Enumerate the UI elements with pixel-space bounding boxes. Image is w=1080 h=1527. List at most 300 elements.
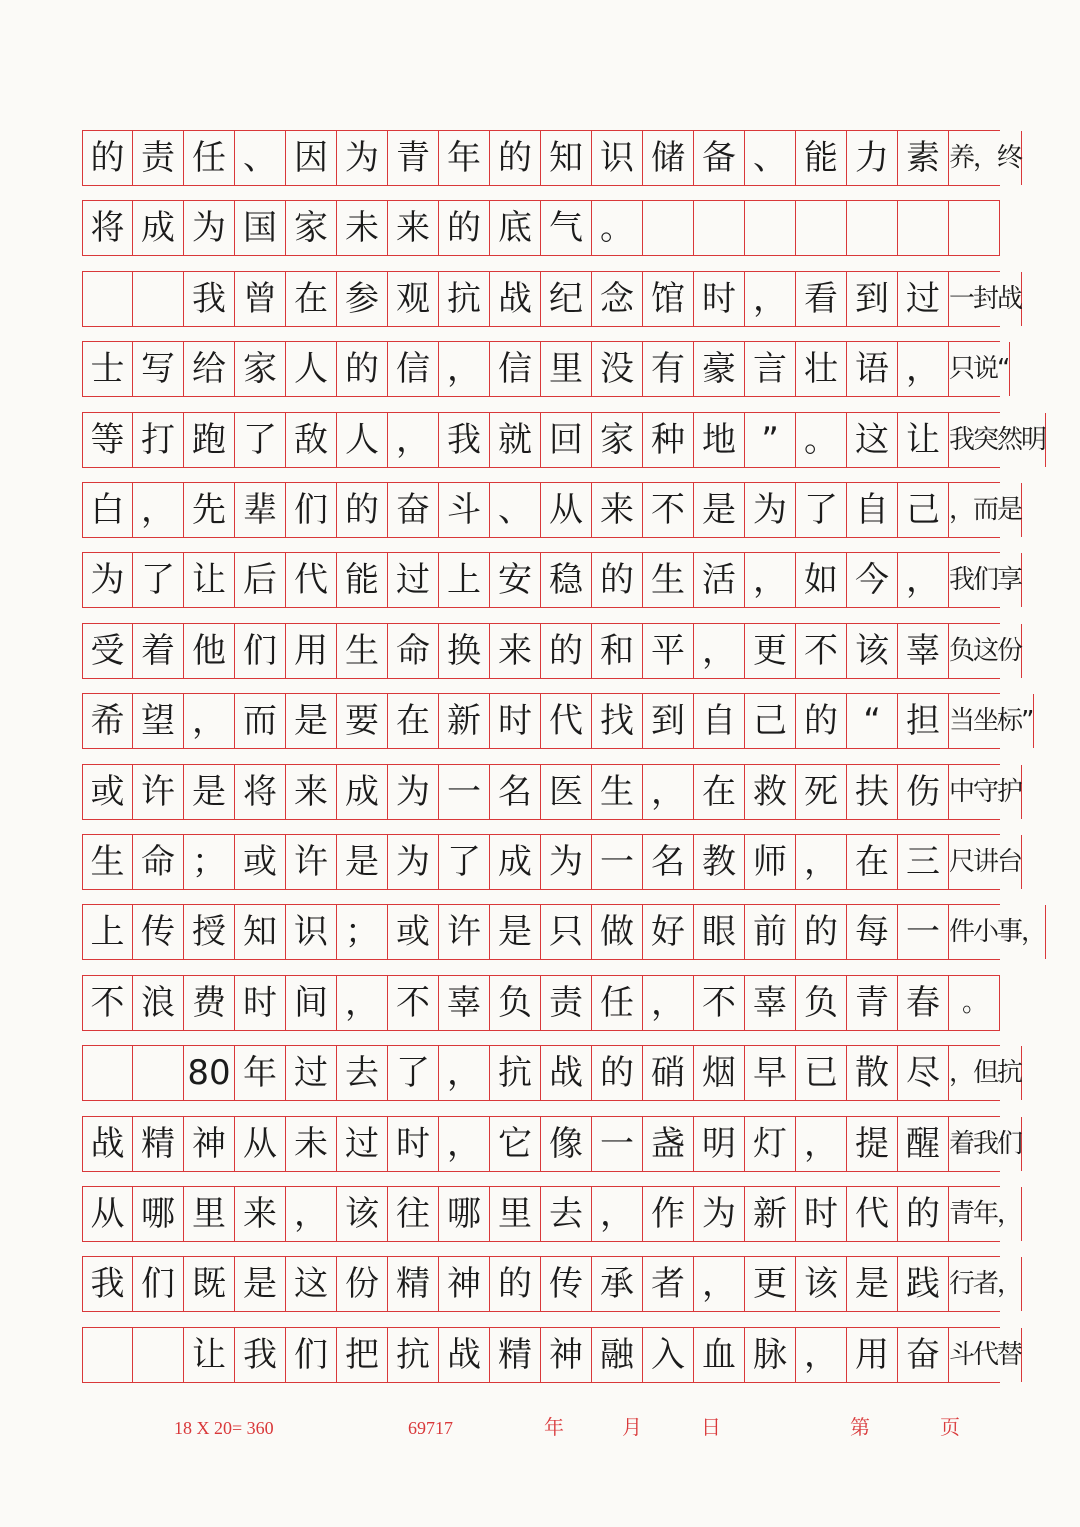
grid-cell: 在 [286, 272, 337, 326]
grid-cell: 辈 [235, 483, 286, 537]
grid-cell: 我 [82, 1257, 133, 1311]
grid-char: 代 [973, 1339, 998, 1370]
grid-cell: 己 [745, 694, 796, 748]
grid-cell: 硝 [643, 1046, 694, 1100]
grid-char: ， [997, 1269, 1022, 1300]
grid-char: 我 [949, 565, 974, 596]
grid-cell: 了 [796, 483, 847, 537]
grid-cell: 里 [541, 342, 592, 396]
grid-row [82, 975, 1000, 1031]
grid-cell: 该 [847, 624, 898, 678]
grid-cell [949, 131, 1022, 185]
grid-char: 青 [949, 1199, 974, 1229]
grid-cell: 的 [796, 905, 847, 959]
grid-cell: 时 [796, 1187, 847, 1241]
grid-cell: 们 [235, 624, 286, 678]
grid-cell: 年 [235, 1046, 286, 1100]
grid-cell: 不 [643, 483, 694, 537]
grid-cell: 己 [898, 483, 949, 537]
year-label: 年 [544, 1417, 564, 1439]
grid-cell: 成 [337, 765, 388, 819]
grid-cell: 、 [490, 483, 541, 537]
grid-cell: 要 [337, 694, 388, 748]
grid-char: 抗 [997, 1058, 1022, 1089]
grid-char: 一 [949, 283, 974, 314]
grid-row [82, 200, 1000, 256]
grid-cell [949, 342, 1010, 396]
grid-cell [949, 1257, 1022, 1311]
grid-cell: 人 [286, 342, 337, 396]
grid-cell: ； [184, 835, 235, 889]
grid-cell: 到 [847, 272, 898, 326]
grid-cell: 而 [235, 694, 286, 748]
grid-cell: 代 [541, 694, 592, 748]
grid-cell: 看 [796, 272, 847, 326]
grid-cell: 信 [388, 342, 439, 396]
grid-cell: 眼 [694, 905, 745, 959]
grid-row [82, 693, 1033, 749]
grid-cell: 的 [82, 131, 133, 185]
grid-cell: 奋 [388, 483, 439, 537]
grid-cell: 如 [796, 553, 847, 607]
grid-char: 年 [973, 1199, 998, 1229]
grid-cell: 不 [388, 976, 439, 1030]
grid-char: 当 [949, 706, 974, 737]
grid-cell: ， [694, 1257, 745, 1311]
grid-cell: 费 [184, 976, 235, 1030]
grid-cell: 把 [337, 1328, 388, 1382]
grid-cell: 士 [82, 342, 133, 396]
grid-cell: 斗 [439, 483, 490, 537]
grid-cell: 知 [541, 131, 592, 185]
grid-cell: 生 [337, 624, 388, 678]
grid-cell: 代 [286, 553, 337, 607]
grid-row [82, 1327, 1022, 1383]
grid-cell: 的 [439, 201, 490, 255]
grid-cell: 或 [388, 905, 439, 959]
grid-cell [82, 1046, 133, 1100]
grid-cell: “ [847, 694, 898, 748]
grid-cell: 生 [643, 553, 694, 607]
grid-char: 守 [973, 776, 998, 807]
grid-cell: 名 [643, 835, 694, 889]
grid-row [82, 130, 1022, 186]
grid-cell: 参 [337, 272, 388, 326]
grid-cell: 生 [82, 835, 133, 889]
grid-cell: 时 [388, 1117, 439, 1171]
grid-cell: 一 [439, 765, 490, 819]
grid-cell: 、 [235, 131, 286, 185]
grid-cell: ； [337, 905, 388, 959]
grid-cell [694, 201, 745, 255]
grid-row [82, 764, 1022, 820]
grid-cell: 纪 [541, 272, 592, 326]
grid-cell: 曾 [235, 272, 286, 326]
grid-row [82, 834, 1022, 890]
grid-cell [745, 201, 796, 255]
grid-cell: 为 [745, 483, 796, 537]
grid-char: 们 [997, 1128, 1022, 1159]
grid-cell: 更 [745, 624, 796, 678]
grid-cell: 这 [847, 413, 898, 467]
grid-cell: 只 [541, 905, 592, 959]
grid-cell: ， [439, 1046, 490, 1100]
grid-cell: 壮 [796, 342, 847, 396]
grid-cell: 负 [490, 976, 541, 1030]
grid-cell: 底 [490, 201, 541, 255]
grid-cell: 许 [133, 765, 184, 819]
grid-cell: 80 [184, 1046, 235, 1100]
grid-cell: 任 [592, 976, 643, 1030]
grid-cell: ， [133, 483, 184, 537]
grid-cell: 哪 [439, 1187, 490, 1241]
grid-cell: 和 [592, 624, 643, 678]
grid-row [82, 341, 1009, 397]
grid-cell: 明 [694, 1117, 745, 1171]
grid-cell: 人 [337, 413, 388, 467]
grid-row [82, 552, 1022, 608]
grid-cell: 等 [82, 413, 133, 467]
grid-char: ， [997, 1199, 1022, 1229]
grid-char: 护 [997, 776, 1022, 807]
grid-char: 替 [997, 1339, 1022, 1370]
grid-char: 这 [973, 635, 998, 666]
grid-cell: 白 [82, 483, 133, 537]
grid-cell: 或 [235, 835, 286, 889]
grid-cell: 医 [541, 765, 592, 819]
grid-cell: 脉 [745, 1328, 796, 1382]
grid-cell: 的 [592, 553, 643, 607]
grid-char: 尺 [949, 847, 974, 877]
grid-char: 事 [997, 917, 1022, 948]
grid-char: 行 [949, 1269, 974, 1300]
grid-cell: 辜 [898, 624, 949, 678]
grid-cell: 过 [337, 1117, 388, 1171]
grid-cell: 是 [235, 1257, 286, 1311]
grid-cell: 没 [592, 342, 643, 396]
grid-cell: 安 [490, 553, 541, 607]
grid-cell: 平 [643, 624, 694, 678]
grid-cell: 先 [184, 483, 235, 537]
grid-char: 负 [949, 635, 974, 666]
grid-cell: 新 [439, 694, 490, 748]
grid-cell: 精 [133, 1117, 184, 1171]
grid-cell: ， [337, 976, 388, 1030]
grid-size-label: 18 X 20= 360 [174, 1418, 274, 1438]
grid-cell: 的 [490, 1257, 541, 1311]
grid-cell: 授 [184, 905, 235, 959]
grid-char: 我 [949, 424, 974, 455]
grid-char: 是 [997, 495, 1022, 525]
grid-cell: 战 [541, 1046, 592, 1100]
grid-cell [949, 694, 1034, 748]
grid-cell: 、 [745, 131, 796, 185]
grid-cell [82, 272, 133, 326]
grid-cell: 过 [388, 553, 439, 607]
grid-cell [949, 413, 1046, 467]
grid-cell: 去 [337, 1046, 388, 1100]
grid-cell: 不 [796, 624, 847, 678]
grid-cell: 知 [235, 905, 286, 959]
grid-cell: 为 [82, 553, 133, 607]
grid-cell: 负 [796, 976, 847, 1030]
grid-cell: 是 [694, 483, 745, 537]
grid-cell: 一 [592, 1117, 643, 1171]
grid-char: 件 [949, 917, 974, 948]
grid-cell [949, 1187, 1022, 1241]
grid-row [82, 1256, 1022, 1312]
grid-cell: 到 [643, 694, 694, 748]
grid-cell: 时 [694, 272, 745, 326]
grid-cell: 命 [388, 624, 439, 678]
grid-cell: 每 [847, 905, 898, 959]
grid-char: 者 [973, 1269, 998, 1300]
grid-cell: 来 [490, 624, 541, 678]
grid-cell: 让 [184, 553, 235, 607]
grid-char: 享 [997, 565, 1022, 596]
grid-cell [133, 1046, 184, 1100]
grid-cell: 家 [286, 201, 337, 255]
grid-cell: 践 [898, 1257, 949, 1311]
grid-cell: ， [592, 1187, 643, 1241]
grid-cell: 是 [490, 905, 541, 959]
grid-cell: 跑 [184, 413, 235, 467]
grid-cell: ， [184, 694, 235, 748]
grid-cell: 醒 [898, 1117, 949, 1171]
grid-cell: 让 [184, 1328, 235, 1382]
grid-cell: 力 [847, 131, 898, 185]
grid-cell: 气 [541, 201, 592, 255]
grid-cell: 精 [388, 1257, 439, 1311]
grid-cell [949, 1328, 1022, 1382]
grid-cell: 从 [82, 1187, 133, 1241]
grid-cell: 哪 [133, 1187, 184, 1241]
grid-cell: 抗 [490, 1046, 541, 1100]
grid-cell [949, 201, 1000, 255]
grid-cell: 家 [235, 342, 286, 396]
grid-cell: 用 [847, 1328, 898, 1382]
grid-cell: 能 [337, 553, 388, 607]
grid-char: 只 [949, 354, 974, 385]
grid-char: 明 [1021, 424, 1046, 455]
grid-char: 但 [973, 1058, 998, 1089]
grid-cell: 神 [184, 1117, 235, 1171]
grid-cell: 时 [235, 976, 286, 1030]
grid-cell: 名 [490, 765, 541, 819]
grid-cell: ， [694, 624, 745, 678]
grid-cell: 有 [643, 342, 694, 396]
grid-char: 小 [973, 917, 998, 948]
grid-cell: 师 [745, 835, 796, 889]
page-prefix-label: 第 [850, 1417, 870, 1439]
grid-cell: ， [745, 553, 796, 607]
grid-cell: ， [388, 413, 439, 467]
grid-cell: 一 [592, 835, 643, 889]
grid-cell: 自 [694, 694, 745, 748]
grid-row [82, 1045, 1022, 1101]
grid-cell: 里 [184, 1187, 235, 1241]
grid-cell: 血 [694, 1328, 745, 1382]
grid-cell: 辜 [745, 976, 796, 1030]
grid-cell: 去 [541, 1187, 592, 1241]
grid-cell: 承 [592, 1257, 643, 1311]
grid-cell: 打 [133, 413, 184, 467]
grid-cell: 的 [898, 1187, 949, 1241]
grid-cell: 种 [643, 413, 694, 467]
grid-cell: 为 [184, 201, 235, 255]
grid-char: 着 [949, 1128, 974, 1159]
grid-cell: 们 [133, 1257, 184, 1311]
grid-cell: 成 [133, 201, 184, 255]
grid-row [82, 482, 1022, 538]
grid-cell: ， [796, 1328, 847, 1382]
grid-cell: 抗 [439, 272, 490, 326]
grid-cell [796, 201, 847, 255]
grid-char: 说 [973, 354, 998, 385]
grid-char: 战 [997, 283, 1022, 314]
grid-cell: 。 [592, 201, 643, 255]
grid-cell: 年 [439, 131, 490, 185]
grid-cell: 活 [694, 553, 745, 607]
grid-cell: 后 [235, 553, 286, 607]
grid-row [82, 1186, 1022, 1242]
grid-cell: 念 [592, 272, 643, 326]
grid-cell [949, 905, 1046, 959]
grid-cell: 回 [541, 413, 592, 467]
grid-cell: 散 [847, 1046, 898, 1100]
grid-cell: 是 [337, 835, 388, 889]
grid-cell [949, 835, 1022, 889]
grid-cell: 成 [490, 835, 541, 889]
grid-cell: 浪 [133, 976, 184, 1030]
grid-cell: 稳 [541, 553, 592, 607]
grid-cell: 战 [439, 1328, 490, 1382]
grid-cell: 担 [898, 694, 949, 748]
grid-cell: 来 [592, 483, 643, 537]
grid-cell [949, 624, 1022, 678]
grid-cell: 辜 [439, 976, 490, 1030]
grid-cell: 盏 [643, 1117, 694, 1171]
grid-char: 中 [949, 776, 974, 807]
grid-cell: 在 [847, 835, 898, 889]
grid-cell: 的 [337, 483, 388, 537]
grid-char: 而 [973, 495, 998, 525]
grid-cell: 的 [337, 342, 388, 396]
grid-cell: 今 [847, 553, 898, 607]
grid-cell: 神 [439, 1257, 490, 1311]
grid-cell: 找 [592, 694, 643, 748]
grid-cell: 做 [592, 905, 643, 959]
grid-cell: 是 [184, 765, 235, 819]
grid-cell: 生 [592, 765, 643, 819]
grid-cell: 未 [286, 1117, 337, 1171]
grid-cell: 来 [286, 765, 337, 819]
month-label: 月 [622, 1417, 642, 1439]
grid-cell: 换 [439, 624, 490, 678]
grid-row [82, 623, 1022, 679]
grid-cell: ， [796, 1117, 847, 1171]
grid-cell: 能 [796, 131, 847, 185]
grid-cell: 豪 [694, 342, 745, 396]
grid-cell: 命 [133, 835, 184, 889]
grid-cell: 入 [643, 1328, 694, 1382]
grid-cell: 从 [541, 483, 592, 537]
page-suffix-label: 页 [940, 1417, 960, 1439]
grid-char: 标 [997, 706, 1022, 737]
grid-cell: 给 [184, 342, 235, 396]
grid-cell: 他 [184, 624, 235, 678]
grid-cell: 好 [643, 905, 694, 959]
grid-char: 坐 [973, 706, 998, 737]
grid-cell: 国 [235, 201, 286, 255]
grid-char: 们 [973, 565, 998, 596]
paper-code: 69717 [408, 1418, 453, 1438]
grid-cell: ， [439, 342, 490, 396]
grid-cell: 识 [286, 905, 337, 959]
grid-cell [133, 1328, 184, 1382]
manuscript-grid [82, 130, 1046, 1397]
grid-cell: ， [898, 342, 949, 396]
grid-cell: ” [745, 413, 796, 467]
grid-cell: ， [439, 1117, 490, 1171]
grid-char: “ [997, 354, 1009, 385]
grid-cell: 扶 [847, 765, 898, 819]
grid-cell: 从 [235, 1117, 286, 1171]
grid-cell: 不 [82, 976, 133, 1030]
grid-cell: 了 [388, 1046, 439, 1100]
grid-cell: 是 [847, 1257, 898, 1311]
grid-cell [898, 201, 949, 255]
grid-cell: 家 [592, 413, 643, 467]
grid-cell: 备 [694, 131, 745, 185]
grid-cell: 该 [337, 1187, 388, 1241]
grid-cell: 在 [694, 765, 745, 819]
grid-char: ， [1021, 917, 1046, 948]
grid-cell: 着 [133, 624, 184, 678]
grid-cell: 春 [898, 976, 949, 1030]
grid-cell: 或 [82, 765, 133, 819]
grid-cell: 在 [388, 694, 439, 748]
grid-char: ， [949, 1058, 974, 1089]
grid-cell: ， [286, 1187, 337, 1241]
grid-cell: 的 [541, 624, 592, 678]
grid-cell: 过 [286, 1046, 337, 1100]
grid-cell: 将 [82, 201, 133, 255]
grid-cell: 既 [184, 1257, 235, 1311]
grid-cell [133, 272, 184, 326]
grid-char: 份 [997, 635, 1022, 666]
grid-cell: 作 [643, 1187, 694, 1241]
grid-cell: 储 [643, 131, 694, 185]
grid-cell [643, 201, 694, 255]
grid-cell: 为 [337, 131, 388, 185]
grid-cell: 。 [796, 413, 847, 467]
grid-cell: 新 [745, 1187, 796, 1241]
grid-row [82, 271, 1022, 327]
grid-cell: 传 [541, 1257, 592, 1311]
grid-cell: 提 [847, 1117, 898, 1171]
grid-cell: 代 [847, 1187, 898, 1241]
grid-cell [949, 483, 1022, 537]
grid-cell: 青 [847, 976, 898, 1030]
grid-cell: 尽 [898, 1046, 949, 1100]
grid-cell: 为 [694, 1187, 745, 1241]
grid-cell: 地 [694, 413, 745, 467]
grid-cell: 将 [235, 765, 286, 819]
grid-cell: 许 [286, 835, 337, 889]
grid-cell [949, 272, 1022, 326]
grid-cell: 传 [133, 905, 184, 959]
